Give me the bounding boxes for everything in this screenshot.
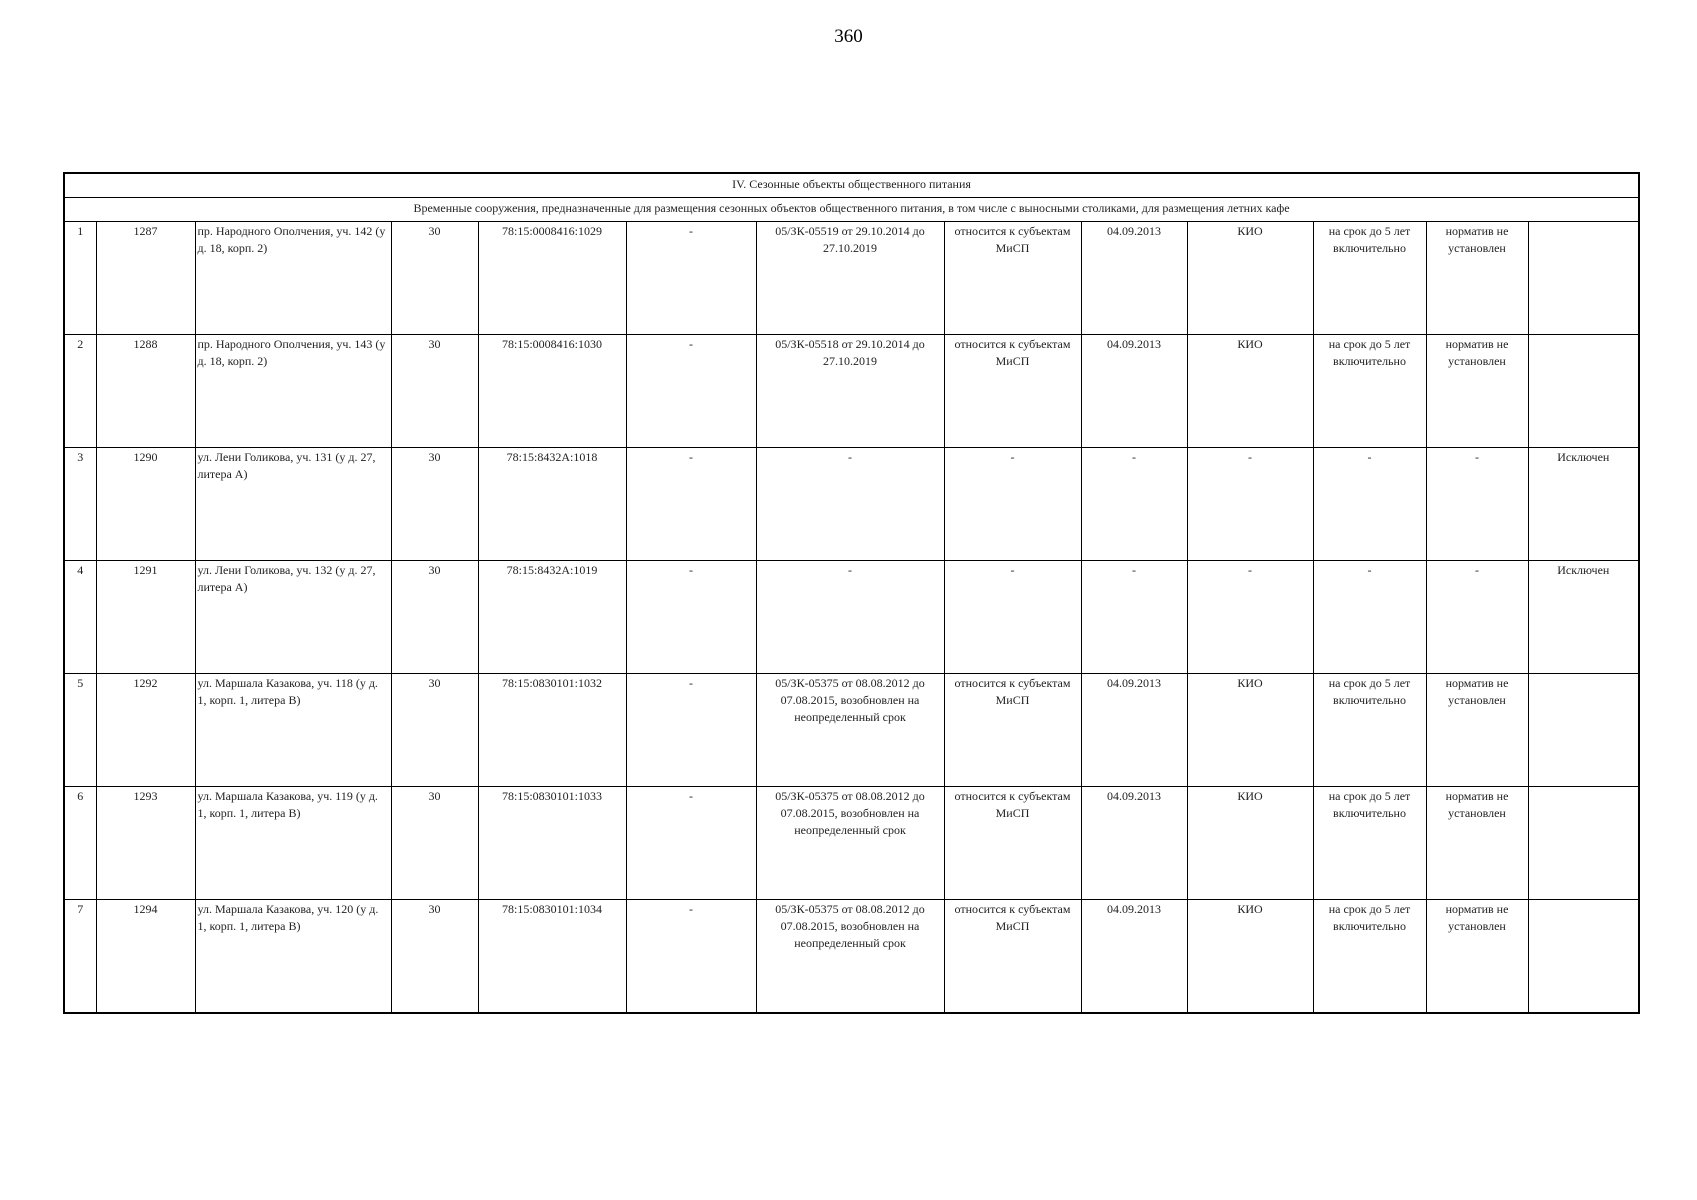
cell-note — [1528, 787, 1639, 900]
table-row — [64, 448, 1639, 561]
table-row — [64, 335, 1639, 448]
cell-note — [1528, 335, 1639, 448]
cell-organization: КИО — [1187, 222, 1313, 335]
cell-object-code: 1290 — [96, 448, 195, 561]
cell-row-number: 1 — [64, 222, 96, 335]
document-table-container — [63, 172, 1638, 1014]
cell-term: на срок до 5 лет включительно — [1313, 674, 1426, 787]
cell-address: ул. Маршала Казакова, уч. 119 (у д. 1, корп. 1, литера В) — [195, 787, 391, 900]
cell-contract: - — [756, 561, 944, 674]
cell-term: - — [1313, 561, 1426, 674]
cell-object-code: 1288 — [96, 335, 195, 448]
cell-contract: 05/ЗК-05519 от 29.10.2014 до 27.10.2019 — [756, 222, 944, 335]
cell-cadastral-number: 78:15:0008416:1029 — [478, 222, 626, 335]
cell-cadastral-number: 78:15:0830101:1032 — [478, 674, 626, 787]
cell-contract: - — [756, 448, 944, 561]
cell-category: относится к субъектам МиСП — [944, 900, 1081, 1014]
cell-term: на срок до 5 лет включительно — [1313, 335, 1426, 448]
cell-organization: КИО — [1187, 900, 1313, 1014]
cell-column-6: - — [626, 335, 756, 448]
cell-organization: - — [1187, 561, 1313, 674]
cell-column-6: - — [626, 448, 756, 561]
cell-date: 04.09.2013 — [1081, 222, 1187, 335]
cell-cadastral-number: 78:15:8432А:1019 — [478, 561, 626, 674]
cell-area: 30 — [391, 335, 478, 448]
table-row — [64, 900, 1639, 1014]
cell-address: ул. Лени Голикова, уч. 131 (у д. 27, литера А) — [195, 448, 391, 561]
cell-category: относится к субъектам МиСП — [944, 787, 1081, 900]
table-row — [64, 561, 1639, 674]
cell-date: 04.09.2013 — [1081, 674, 1187, 787]
cell-address: пр. Народного Ополчения, уч. 143 (у д. 18, корп. 2) — [195, 335, 391, 448]
cell-object-code: 1294 — [96, 900, 195, 1014]
cell-date: 04.09.2013 — [1081, 900, 1187, 1014]
cell-row-number: 3 — [64, 448, 96, 561]
cell-cadastral-number: 78:15:0830101:1034 — [478, 900, 626, 1014]
cell-column-6: - — [626, 900, 756, 1014]
cell-note: Исключен — [1528, 561, 1639, 674]
cell-contract: 05/ЗК-05375 от 08.08.2012 до 07.08.2015, возобновлен на неопределенный срок — [756, 787, 944, 900]
cell-row-number: 5 — [64, 674, 96, 787]
cell-cadastral-number: 78:15:0830101:1033 — [478, 787, 626, 900]
cell-date: - — [1081, 561, 1187, 674]
cell-address: пр. Народного Ополчения, уч. 142 (у д. 18, корп. 2) — [195, 222, 391, 335]
cell-category: - — [944, 561, 1081, 674]
cell-row-number: 2 — [64, 335, 96, 448]
cell-norm: - — [1426, 448, 1528, 561]
section-header-row — [64, 173, 1639, 198]
cell-category: относится к субъектам МиСП — [944, 335, 1081, 448]
table-row — [64, 787, 1639, 900]
page-number: 360 — [834, 26, 863, 47]
cell-row-number: 7 — [64, 900, 96, 1014]
cell-column-6: - — [626, 222, 756, 335]
cell-category: относится к субъектам МиСП — [944, 222, 1081, 335]
cell-date: - — [1081, 448, 1187, 561]
cell-area: 30 — [391, 561, 478, 674]
cell-norm: норматив не установлен — [1426, 900, 1528, 1014]
cell-note: Исключен — [1528, 448, 1639, 561]
table-row — [64, 222, 1639, 335]
seasonal-objects-table — [63, 172, 1640, 1014]
cell-norm: норматив не установлен — [1426, 222, 1528, 335]
subsection-title: Временные сооружения, предназначенные для размещения сезонных объектов общественного питания, в том числе с выносными столиками, для размещения летних кафе — [64, 198, 1639, 222]
cell-cadastral-number: 78:15:0008416:1030 — [478, 335, 626, 448]
cell-term: - — [1313, 448, 1426, 561]
cell-area: 30 — [391, 448, 478, 561]
cell-column-6: - — [626, 674, 756, 787]
cell-row-number: 4 — [64, 561, 96, 674]
cell-date: 04.09.2013 — [1081, 787, 1187, 900]
cell-address: ул. Маршала Казакова, уч. 120 (у д. 1, корп. 1, литера В) — [195, 900, 391, 1014]
cell-column-6: - — [626, 561, 756, 674]
cell-term: на срок до 5 лет включительно — [1313, 787, 1426, 900]
cell-row-number: 6 — [64, 787, 96, 900]
cell-norm: норматив не установлен — [1426, 787, 1528, 900]
cell-contract: 05/ЗК-05375 от 08.08.2012 до 07.08.2015, возобновлен на неопределенный срок — [756, 674, 944, 787]
cell-category: относится к субъектам МиСП — [944, 674, 1081, 787]
cell-address: ул. Лени Голикова, уч. 132 (у д. 27, литера А) — [195, 561, 391, 674]
table-row — [64, 674, 1639, 787]
cell-organization: КИО — [1187, 787, 1313, 900]
cell-organization: КИО — [1187, 674, 1313, 787]
cell-cadastral-number: 78:15:8432А:1018 — [478, 448, 626, 561]
cell-note — [1528, 674, 1639, 787]
cell-area: 30 — [391, 222, 478, 335]
cell-contract: 05/ЗК-05518 от 29.10.2014 до 27.10.2019 — [756, 335, 944, 448]
cell-norm: норматив не установлен — [1426, 335, 1528, 448]
section-title: IV. Сезонные объекты общественного питания — [64, 173, 1639, 198]
cell-norm: норматив не установлен — [1426, 674, 1528, 787]
cell-area: 30 — [391, 674, 478, 787]
cell-category: - — [944, 448, 1081, 561]
cell-organization: КИО — [1187, 335, 1313, 448]
cell-norm: - — [1426, 561, 1528, 674]
cell-object-code: 1291 — [96, 561, 195, 674]
cell-column-6: - — [626, 787, 756, 900]
cell-contract: 05/ЗК-05375 от 08.08.2012 до 07.08.2015, возобновлен на неопределенный срок — [756, 900, 944, 1014]
cell-note — [1528, 222, 1639, 335]
cell-organization: - — [1187, 448, 1313, 561]
cell-term: на срок до 5 лет включительно — [1313, 900, 1426, 1014]
cell-term: на срок до 5 лет включительно — [1313, 222, 1426, 335]
cell-object-code: 1287 — [96, 222, 195, 335]
cell-note — [1528, 900, 1639, 1014]
table-body — [64, 173, 1639, 1013]
cell-object-code: 1293 — [96, 787, 195, 900]
cell-address: ул. Маршала Казакова, уч. 118 (у д. 1, корп. 1, литера В) — [195, 674, 391, 787]
cell-area: 30 — [391, 787, 478, 900]
cell-date: 04.09.2013 — [1081, 335, 1187, 448]
subsection-header-row — [64, 198, 1639, 222]
cell-area: 30 — [391, 900, 478, 1014]
cell-object-code: 1292 — [96, 674, 195, 787]
